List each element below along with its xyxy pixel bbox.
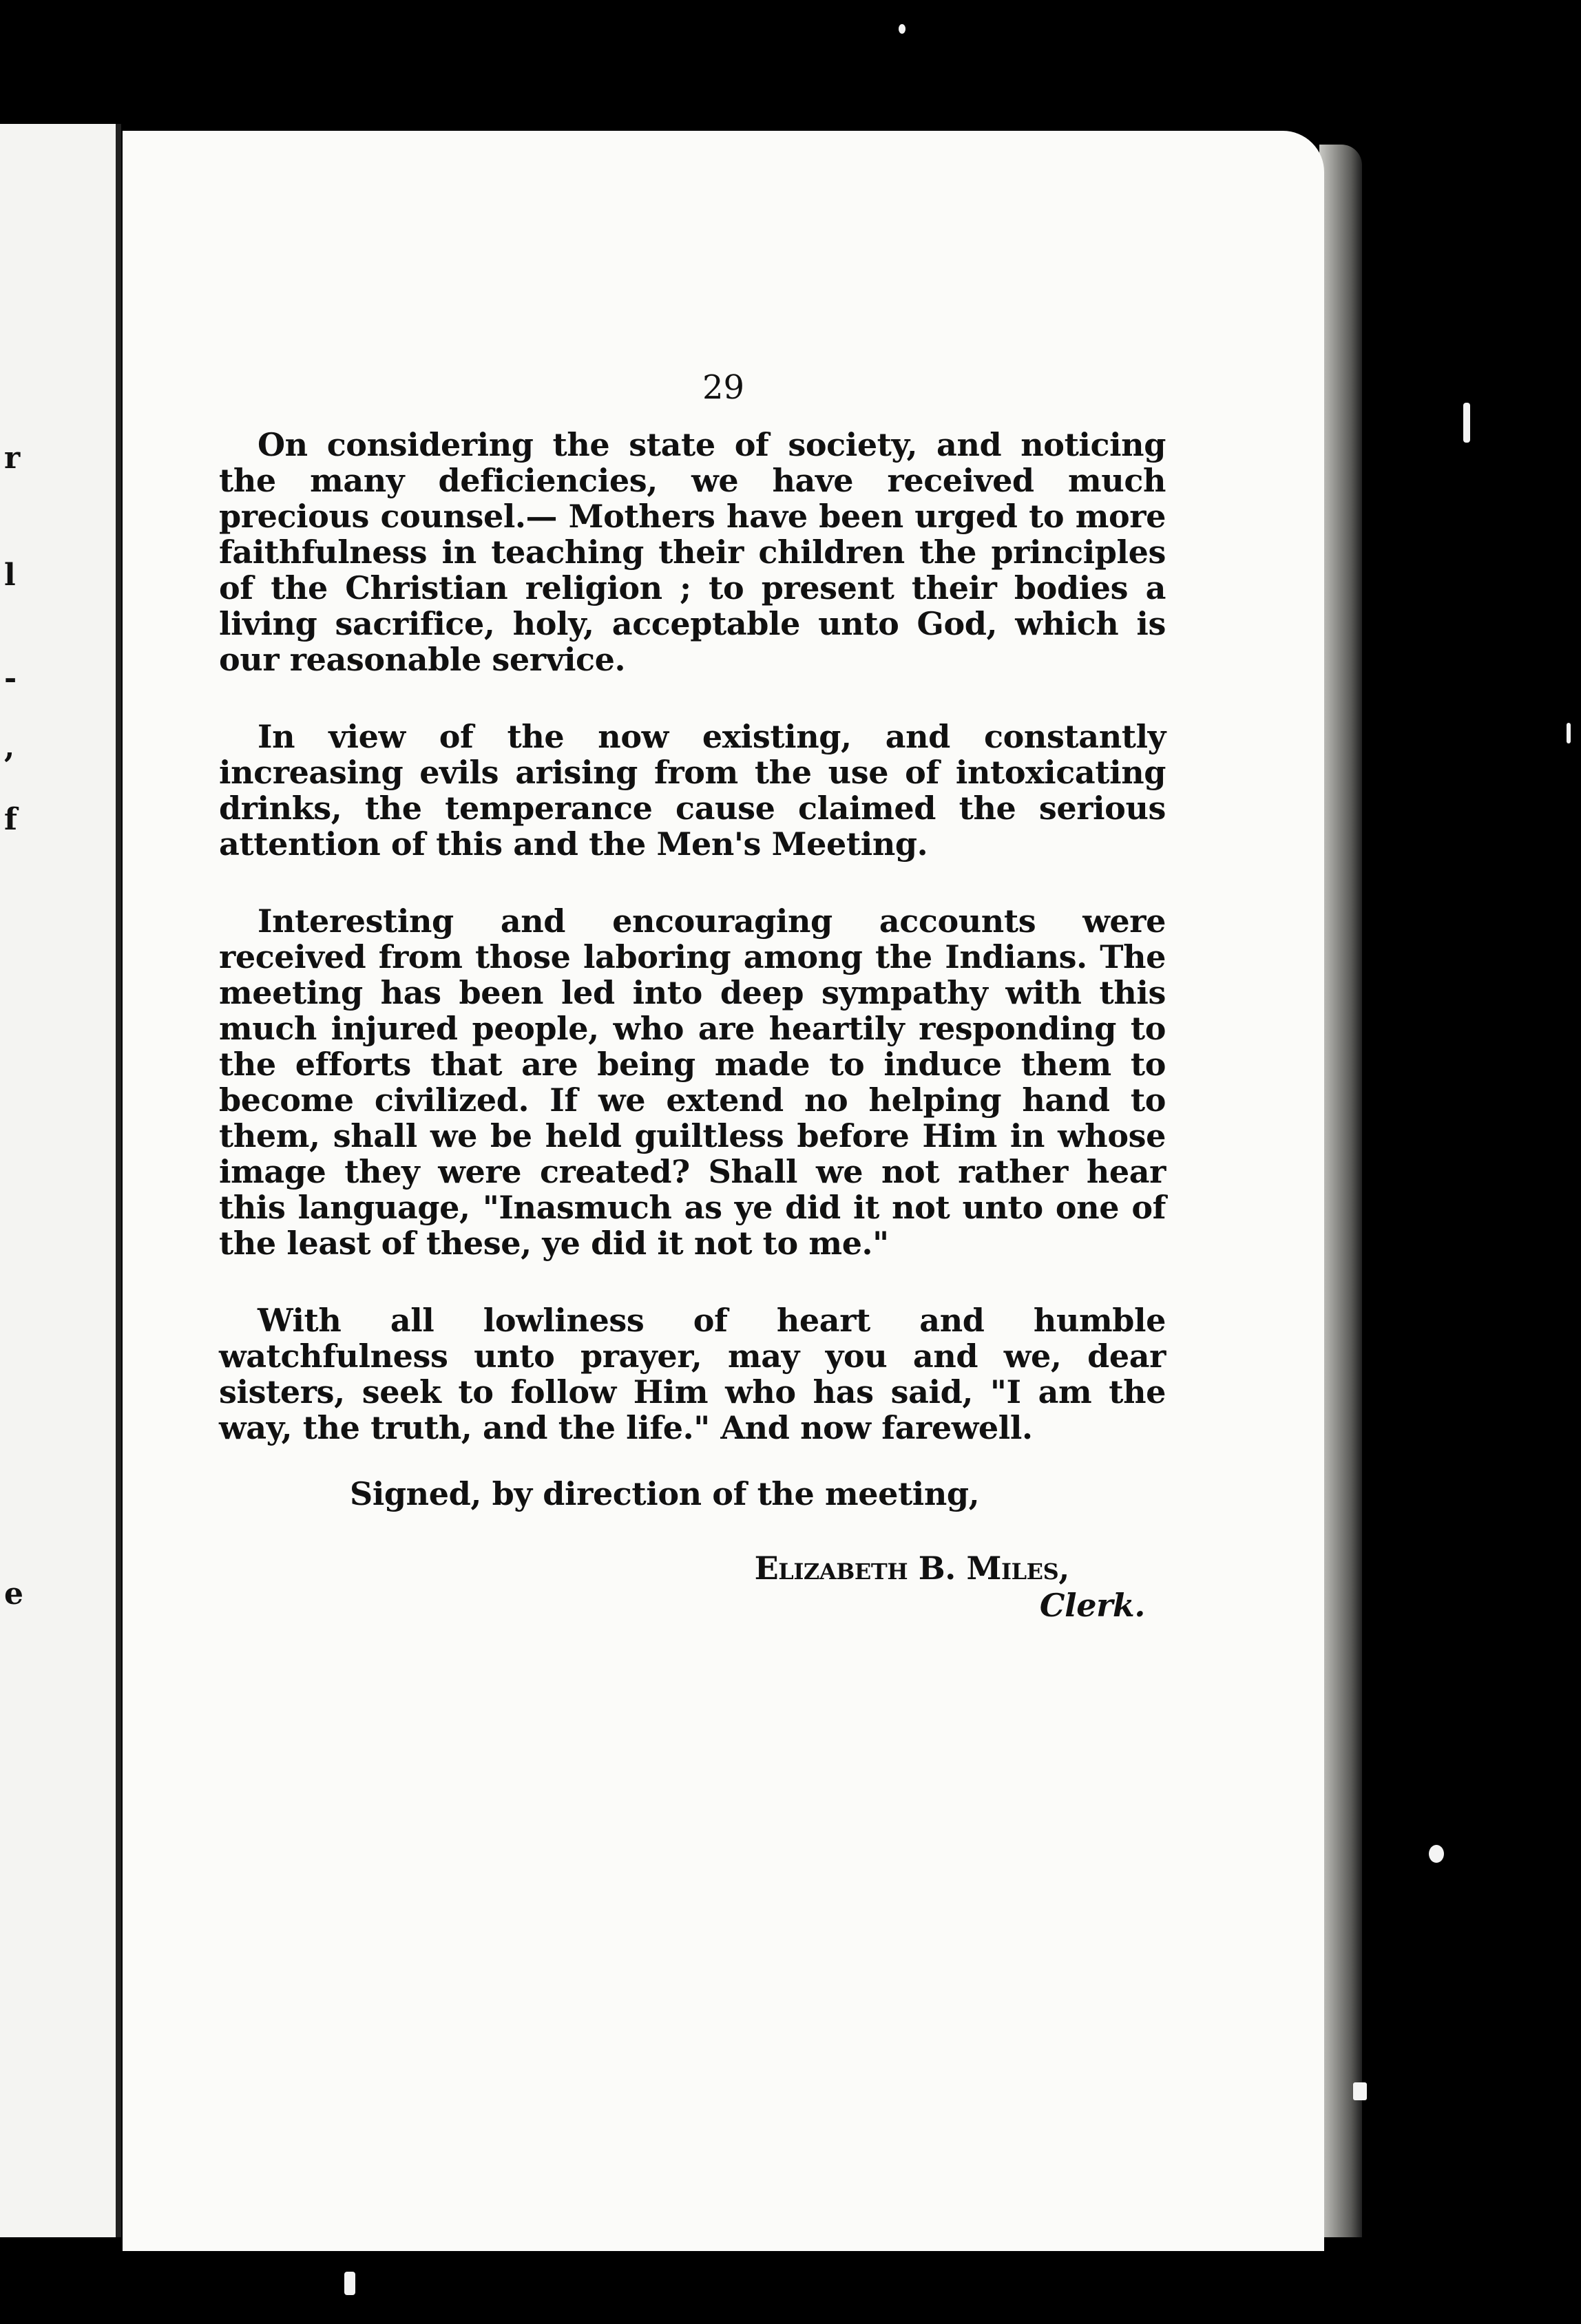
paragraph-temperance: In view of the now existing, and constantly increasing evils arising from the use of intoxicating drinks, the temperance cause claimed the serious attention of this and the Men's Meeting.: [219, 718, 1166, 863]
scan-speck: [344, 2272, 355, 2295]
signed-line: Signed, by direction of the meeting,: [350, 1475, 980, 1512]
page-edge-shadow: [1319, 145, 1362, 2237]
signatory-name: Elizabeth B. Miles,: [754, 1550, 1069, 1587]
facing-page-fragment: l: [4, 558, 16, 593]
book-page: [123, 131, 1324, 2251]
paragraph-counsel: On considering the state of society, and noticing the many deficiencies, we have received much precious counsel.— Mothers have been urged to more faithfulness in teaching their children the principles of the Christian religion ; to present their bodies a living sacrifice, holy, acceptable unto God, which is our reasonable service.: [219, 426, 1166, 678]
facing-page-fragment: f: [4, 802, 17, 837]
facing-page-sliver: [0, 124, 121, 2237]
paragraph-farewell: With all lowliness of heart and humble watchfulness unto prayer, may you and we, dear sisters, seek to follow Him who has said, "I am the way, the truth, and the life." And now farewell.: [219, 1302, 1166, 1446]
scan-speck: [1429, 1845, 1444, 1863]
facing-page-fragment: e: [4, 1576, 23, 1612]
scan-speck: [1463, 403, 1470, 443]
facing-page-fragment: -: [4, 661, 17, 696]
signatory-title: Clerk.: [1039, 1587, 1145, 1624]
page-body: [219, 427, 1166, 1623]
facing-page-fragment: r: [4, 441, 21, 476]
scan-speck: [1353, 2082, 1367, 2100]
facing-page-fragment: ,: [4, 730, 15, 765]
paragraph-indians: Interesting and encouraging accounts were received from those laboring among the Indians. The meeting has been led into deep sympathy with this much injured people, who are heartily responding to the efforts that are being made to induce them to become civilized. If we extend no helping hand to them, shall we be held guiltless before Him in whose image they were created? Shall we not rather hear this language, "Inasmuch as ye did it not unto one of the least of these, ye did it not to me.": [219, 902, 1166, 1262]
page-number: 29: [702, 368, 745, 407]
scan-speck: [1567, 723, 1571, 743]
scan-speck: [899, 24, 905, 34]
